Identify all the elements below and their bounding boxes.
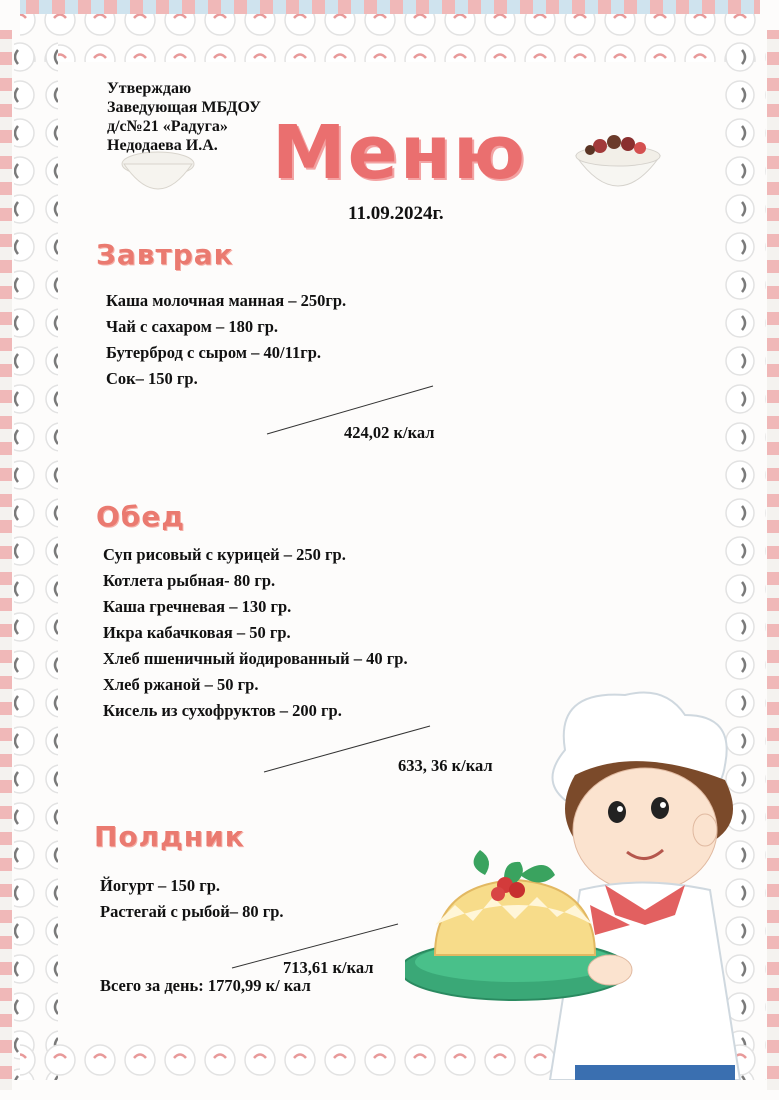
list-item: Хлеб ржаной – 50 гр. [103,675,259,694]
chef-illustration [405,680,760,1080]
list-item: Растегай с рыбой– 80 гр. [100,902,284,921]
section-title-breakfast: Завтрак [96,238,234,271]
list-item: Каша молочная манная – 250гр. [106,291,347,310]
breakfast-kcal: 424,02 к/кал [344,423,435,442]
dessert-bowl-icon [570,128,665,203]
approval-block [107,79,261,155]
approval-line: Недодаева И.А. [107,137,218,154]
list-item: Сок– 150 гр. [106,369,198,388]
lunch-items [103,545,408,727]
menu-title: Меню [272,110,527,196]
approval-line: Заведующая МБДОУ [107,99,261,116]
menu-date: 11.09.2024г. [348,203,444,224]
list-item: Чай с сахаром – 180 гр. [106,317,279,336]
list-item: Котлета рыбная- 80 гр. [103,571,276,590]
list-item: Икра кабачковая – 50 гр. [103,623,291,642]
list-item: Кисель из сухофруктов – 200 гр. [103,701,342,720]
list-item: Суп рисовый с курицей – 250 гр. [103,545,346,564]
approval-line: д/с№21 «Радуга» [107,118,228,135]
list-item: Бутерброд с сыром – 40/11гр. [106,343,321,362]
list-item: Хлеб пшеничный йодированный – 40 гр. [103,649,408,668]
list-item: Йогурт – 150 гр. [100,876,221,895]
breakfast-items [106,291,346,395]
daily-total: Всего за день: 1770,99 к/ кал [100,976,311,995]
section-title-snack: Полдник [94,820,245,853]
section-title-lunch: Обед [96,500,185,533]
snack-kcal: 713,61 к/кал [283,958,374,977]
list-item: Каша гречневая – 130 гр. [103,597,292,616]
approval-line: Утверждаю [107,80,192,97]
lunch-kcal: 633, 36 к/кал [398,756,493,775]
